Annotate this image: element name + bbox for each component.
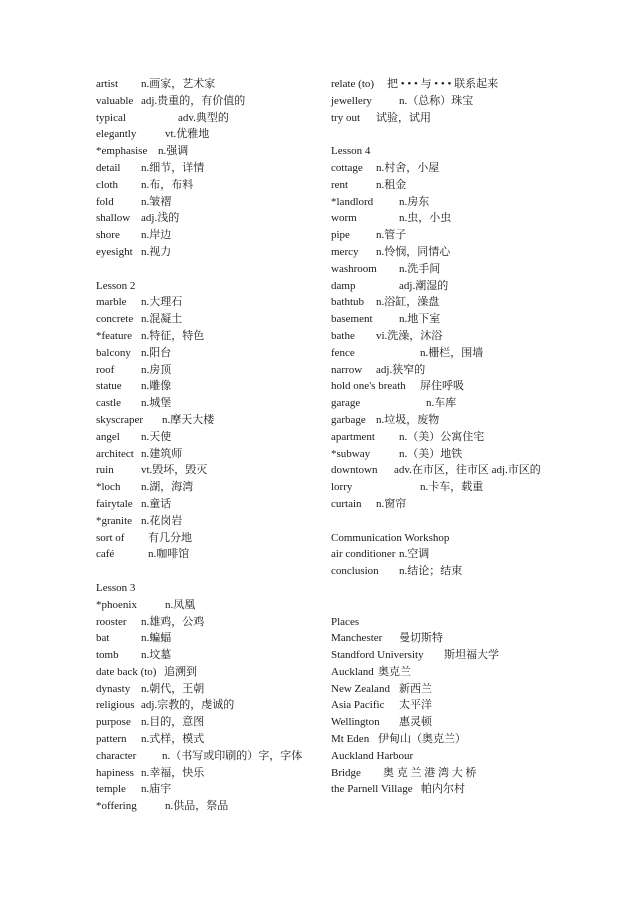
term: character bbox=[96, 749, 137, 762]
place-row-manchester bbox=[331, 630, 546, 647]
definition: adv.在市区，往市区 adj.市区的 bbox=[393, 464, 541, 477]
term: washroom bbox=[331, 262, 377, 275]
term: *feature bbox=[96, 329, 133, 342]
vocab-row-curtain bbox=[331, 496, 546, 513]
section-heading bbox=[331, 530, 546, 547]
lesson-heading bbox=[331, 143, 546, 160]
definition: n.怜悯，同情心 bbox=[376, 245, 451, 258]
vocab-row-balcony bbox=[96, 345, 321, 362]
term: relate (to) bbox=[331, 78, 375, 90]
term: hold one's breath bbox=[331, 380, 406, 393]
definition: n.湖，海湾 bbox=[141, 481, 194, 494]
term: worm bbox=[331, 212, 357, 225]
term: concrete bbox=[96, 313, 134, 326]
definition: 惠灵顿 bbox=[399, 716, 432, 729]
definition: 把 • • • 与 • • • 联系起来 bbox=[387, 78, 499, 90]
term: bat bbox=[96, 632, 110, 645]
left-column bbox=[96, 76, 321, 815]
term: curtain bbox=[331, 497, 362, 510]
definition: adj.贵重的，有价值的 bbox=[141, 94, 246, 107]
vocab-row-castle bbox=[96, 395, 321, 412]
definition: n.幸福，快乐 bbox=[141, 766, 205, 779]
term: detail bbox=[96, 161, 121, 174]
definition: n.结论；结束 bbox=[399, 565, 463, 578]
term: cloth bbox=[96, 178, 118, 191]
definition: n.花岗岩 bbox=[141, 514, 183, 527]
definition: n.租金 bbox=[376, 178, 407, 191]
place-row-mt-eden bbox=[331, 731, 546, 748]
term: Auckland bbox=[331, 665, 374, 678]
definition: 奥 克 兰 港 湾 大 桥 bbox=[382, 766, 477, 779]
section-heading bbox=[331, 614, 546, 631]
definition: 有几分地 bbox=[148, 531, 192, 544]
term: pattern bbox=[96, 733, 127, 746]
term: Auckland Harbour Bridge bbox=[331, 749, 414, 779]
term: date back (to) bbox=[96, 665, 157, 678]
definition: adj.潮湿的 bbox=[399, 279, 449, 292]
definition: n.视力 bbox=[141, 245, 172, 258]
term: elegantly bbox=[96, 128, 137, 141]
heading-text: Places bbox=[331, 615, 360, 628]
vocab-row-subway bbox=[331, 446, 546, 463]
vocab-row-relate bbox=[331, 76, 546, 93]
vocab-row-feature bbox=[96, 328, 321, 345]
term: religious bbox=[96, 699, 135, 712]
definition: n.洗手间 bbox=[399, 262, 441, 275]
definition: n.窗帘 bbox=[376, 497, 407, 510]
definition: 奥克兰 bbox=[378, 665, 411, 678]
term: apartment bbox=[331, 430, 375, 443]
vocab-row-landlord bbox=[331, 194, 546, 211]
term: damp bbox=[331, 279, 356, 292]
definition: 斯坦福大学 bbox=[444, 649, 499, 662]
definition: n.混凝土 bbox=[141, 313, 183, 326]
definition: n.建筑师 bbox=[141, 447, 183, 460]
definition: n.庙宇 bbox=[141, 783, 172, 796]
term: dynasty bbox=[96, 682, 131, 695]
vocab-row-angel bbox=[96, 429, 321, 446]
term: garbage bbox=[331, 413, 366, 426]
vocab-row-garage bbox=[331, 395, 546, 412]
definition: n.凤凰 bbox=[165, 598, 196, 611]
definition: n.画家，艺术家 bbox=[141, 78, 216, 90]
vocab-row-try-out bbox=[331, 110, 546, 127]
term: narrow bbox=[331, 363, 363, 376]
term: bathe bbox=[331, 329, 355, 342]
definition: 新西兰 bbox=[399, 682, 432, 695]
vocab-row-bathe bbox=[331, 328, 546, 345]
definition: 试验，试用 bbox=[376, 111, 431, 124]
definition: 屏住呼吸 bbox=[420, 380, 464, 393]
vocab-row-typical bbox=[96, 110, 321, 127]
blank-line bbox=[331, 580, 546, 597]
definition: n.垃圾，废物 bbox=[376, 413, 440, 426]
term: fence bbox=[331, 346, 355, 359]
definition: n.城堡 bbox=[141, 397, 172, 410]
heading-text: Lesson 2 bbox=[96, 279, 136, 292]
definition: n.虫，小虫 bbox=[399, 212, 452, 225]
definition: vt.毁坏，毁灭 bbox=[141, 464, 208, 477]
term: *landlord bbox=[331, 195, 374, 208]
vocab-row-character bbox=[96, 748, 321, 765]
definition: adj.浅的 bbox=[141, 212, 180, 225]
definition: n.（美）地铁 bbox=[399, 447, 463, 460]
term: Asia Pacific bbox=[331, 699, 385, 712]
place-row-standford bbox=[331, 647, 546, 664]
term: marble bbox=[96, 296, 127, 309]
term: statue bbox=[96, 380, 122, 393]
term: downtown bbox=[331, 464, 378, 477]
definition: n.蝙蝠 bbox=[141, 632, 172, 645]
term: rooster bbox=[96, 615, 127, 628]
term: skyscraper bbox=[96, 413, 144, 426]
heading-text: Communication Workshop bbox=[331, 531, 450, 544]
term: roof bbox=[96, 363, 115, 376]
term: jewellery bbox=[331, 94, 372, 107]
vocab-row-cloth bbox=[96, 177, 321, 194]
term: shallow bbox=[96, 212, 131, 225]
place-row-auckland bbox=[331, 664, 546, 681]
vocab-row-jewellery bbox=[331, 93, 546, 110]
vocab-row-lorry bbox=[331, 479, 546, 496]
place-row-harbour-bridge bbox=[331, 748, 546, 782]
term: fairytale bbox=[96, 497, 133, 510]
term: basement bbox=[331, 313, 373, 326]
definition: n.（总称）珠宝 bbox=[399, 94, 474, 107]
vocab-row-artist bbox=[96, 76, 321, 93]
term: lorry bbox=[331, 481, 353, 494]
definition: n.布，布料 bbox=[141, 178, 194, 191]
vocab-row-elegantly bbox=[96, 126, 321, 143]
definition: n.特征，特色 bbox=[141, 329, 205, 342]
vocab-row-marble bbox=[96, 294, 321, 311]
term: tomb bbox=[96, 649, 119, 662]
vocab-row-ruin bbox=[96, 462, 321, 479]
vocab-row-dynasty bbox=[96, 681, 321, 698]
term: shore bbox=[96, 229, 120, 242]
term: ruin bbox=[96, 464, 114, 477]
blank-line bbox=[96, 261, 321, 278]
definition: n.童话 bbox=[141, 497, 172, 510]
term: purpose bbox=[96, 716, 131, 729]
definition: n.车库 bbox=[426, 397, 457, 410]
definition: n.强调 bbox=[158, 145, 189, 158]
definition: n.村舍，小屋 bbox=[376, 161, 440, 174]
definition: n.大理石 bbox=[141, 296, 183, 309]
term: cottage bbox=[331, 161, 363, 174]
definition: n.朝代，王朝 bbox=[141, 682, 205, 695]
term: eyesight bbox=[96, 245, 133, 258]
term: fold bbox=[96, 195, 114, 208]
definition: vi.洗澡，沐浴 bbox=[376, 329, 443, 342]
term: pipe bbox=[331, 229, 350, 242]
vocab-row-shallow bbox=[96, 210, 321, 227]
definition: n.卡车，载重 bbox=[420, 481, 484, 494]
definition: vt.优雅地 bbox=[165, 128, 210, 141]
term: temple bbox=[96, 783, 126, 796]
vocab-row-apartment bbox=[331, 429, 546, 446]
vocab-row-cafe bbox=[96, 546, 321, 563]
vocab-row-valuable bbox=[96, 93, 321, 110]
vocab-row-tomb bbox=[96, 647, 321, 664]
vocab-row-date-back bbox=[96, 664, 321, 681]
definition: n.天使 bbox=[141, 430, 172, 443]
vocab-row-garbage bbox=[331, 412, 546, 429]
blank-line bbox=[331, 513, 546, 530]
term: *loch bbox=[96, 481, 121, 494]
term: conclusion bbox=[331, 565, 379, 578]
term: Standford University bbox=[331, 649, 424, 662]
term: *subway bbox=[331, 447, 371, 460]
place-row-wellington bbox=[331, 714, 546, 731]
heading-text: Lesson 3 bbox=[96, 581, 136, 594]
vocab-row-purpose bbox=[96, 714, 321, 731]
vocab-row-cottage bbox=[331, 160, 546, 177]
vocab-row-sort-of bbox=[96, 530, 321, 547]
vocab-row-basement bbox=[331, 311, 546, 328]
definition: n.空调 bbox=[399, 548, 430, 561]
term: Wellington bbox=[331, 716, 380, 729]
definition: n.管子 bbox=[376, 229, 407, 242]
vocab-row-air-conditioner bbox=[331, 546, 546, 563]
definition: n.地下室 bbox=[399, 313, 441, 326]
vocab-row-pipe bbox=[331, 227, 546, 244]
term: castle bbox=[96, 397, 122, 410]
term: hapiness bbox=[96, 766, 134, 779]
definition: n.坟墓 bbox=[141, 649, 172, 662]
vocab-row-shore bbox=[96, 227, 321, 244]
definition: 曼切斯特 bbox=[399, 632, 443, 645]
vocab-row-downtown bbox=[331, 462, 546, 479]
definition: n.皱褶 bbox=[141, 195, 172, 208]
vocab-row-skyscraper bbox=[96, 412, 321, 429]
term: try out bbox=[331, 111, 361, 124]
vocab-row-mercy bbox=[331, 244, 546, 261]
vocab-row-rooster bbox=[96, 614, 321, 631]
definition: n.浴缸，澡盘 bbox=[376, 296, 440, 309]
vocab-row-phoenix bbox=[96, 597, 321, 614]
vocab-row-fairytale bbox=[96, 496, 321, 513]
vocab-row-statue bbox=[96, 378, 321, 395]
definition: n.细节，详情 bbox=[141, 161, 205, 174]
definition: 伊甸山（奥克兰） bbox=[378, 733, 466, 746]
definition: adv.典型的 bbox=[178, 111, 229, 124]
definition: n.供品，祭品 bbox=[165, 800, 229, 813]
vocab-row-bathtub bbox=[331, 294, 546, 311]
vocab-row-detail bbox=[96, 160, 321, 177]
vocab-row-narrow bbox=[331, 362, 546, 379]
vocab-row-eyesight bbox=[96, 244, 321, 261]
definition: n.式样，模式 bbox=[141, 733, 205, 746]
vocab-row-concrete bbox=[96, 311, 321, 328]
lesson-heading bbox=[96, 278, 321, 295]
lesson-heading bbox=[96, 580, 321, 597]
term: sort of bbox=[96, 531, 125, 544]
blank-line bbox=[331, 126, 546, 143]
definition: 帕内尔村 bbox=[421, 783, 465, 796]
vocab-row-damp bbox=[331, 278, 546, 295]
definition: n.雄鸡，公鸡 bbox=[141, 615, 205, 628]
definition: n.雕像 bbox=[141, 380, 172, 393]
vocab-row-fold bbox=[96, 194, 321, 211]
definition: n.岸边 bbox=[141, 229, 172, 242]
definition: n.目的，意图 bbox=[141, 716, 205, 729]
vocab-row-offering bbox=[96, 798, 321, 815]
vocab-row-rent bbox=[331, 177, 546, 194]
vocab-row-roof bbox=[96, 362, 321, 379]
heading-text: Lesson 4 bbox=[331, 145, 371, 158]
vocab-row-bat bbox=[96, 630, 321, 647]
term: bathtub bbox=[331, 296, 364, 309]
term: café bbox=[96, 548, 115, 561]
definition: n.（书写或印刷的）字，字体 bbox=[162, 749, 303, 762]
term: Mt Eden bbox=[331, 733, 370, 746]
vocab-row-fence bbox=[331, 345, 546, 362]
definition: n.咖啡馆 bbox=[148, 548, 190, 561]
definition: n.摩天大楼 bbox=[162, 413, 215, 426]
term: architect bbox=[96, 447, 134, 460]
term: Manchester bbox=[331, 632, 383, 645]
definition: n.房东 bbox=[399, 195, 430, 208]
term: air conditioner bbox=[331, 548, 396, 561]
definition: n.栅栏，围墙 bbox=[420, 346, 484, 359]
vocab-row-hold-breath bbox=[331, 378, 546, 395]
place-row-asia-pacific bbox=[331, 697, 546, 714]
definition: adj.宗教的，虔诚的 bbox=[141, 699, 235, 712]
vocab-row-loch bbox=[96, 479, 321, 496]
vocab-row-pattern bbox=[96, 731, 321, 748]
blank-line bbox=[96, 563, 321, 580]
vocab-row-washroom bbox=[331, 261, 546, 278]
definition: 追溯到 bbox=[164, 665, 197, 678]
vocab-row-worm bbox=[331, 210, 546, 227]
vocab-row-hapiness bbox=[96, 765, 321, 782]
definition: n.阳台 bbox=[141, 346, 172, 359]
vocab-row-temple bbox=[96, 781, 321, 798]
term: valuable bbox=[96, 94, 134, 107]
vocab-row-architect bbox=[96, 446, 321, 463]
term: typical bbox=[96, 111, 126, 124]
right-column bbox=[331, 76, 546, 798]
definition: n.房顶 bbox=[141, 363, 172, 376]
term: New Zealand bbox=[331, 682, 390, 695]
place-row-new-zealand bbox=[331, 681, 546, 698]
term: *granite bbox=[96, 514, 133, 527]
place-row-parnell-village bbox=[331, 781, 546, 798]
vocab-row-conclusion bbox=[331, 563, 546, 580]
term: *emphasise bbox=[96, 145, 148, 158]
term: balcony bbox=[96, 346, 131, 359]
term: *phoenix bbox=[96, 598, 137, 611]
term: mercy bbox=[331, 245, 359, 258]
definition: n.（美）公寓住宅 bbox=[399, 430, 485, 443]
vocab-row-religious bbox=[96, 697, 321, 714]
term: *offering bbox=[96, 800, 137, 813]
term: the Parnell Village bbox=[331, 783, 413, 796]
term: garage bbox=[331, 397, 361, 410]
term: rent bbox=[331, 178, 349, 191]
blank-line bbox=[331, 597, 546, 614]
term: artist bbox=[96, 78, 118, 90]
definition: 太平洋 bbox=[399, 699, 432, 712]
definition: adj.狭窄的 bbox=[376, 363, 426, 376]
term: angel bbox=[96, 430, 120, 443]
vocab-row-emphasise bbox=[96, 143, 321, 160]
vocab-row-granite bbox=[96, 513, 321, 530]
